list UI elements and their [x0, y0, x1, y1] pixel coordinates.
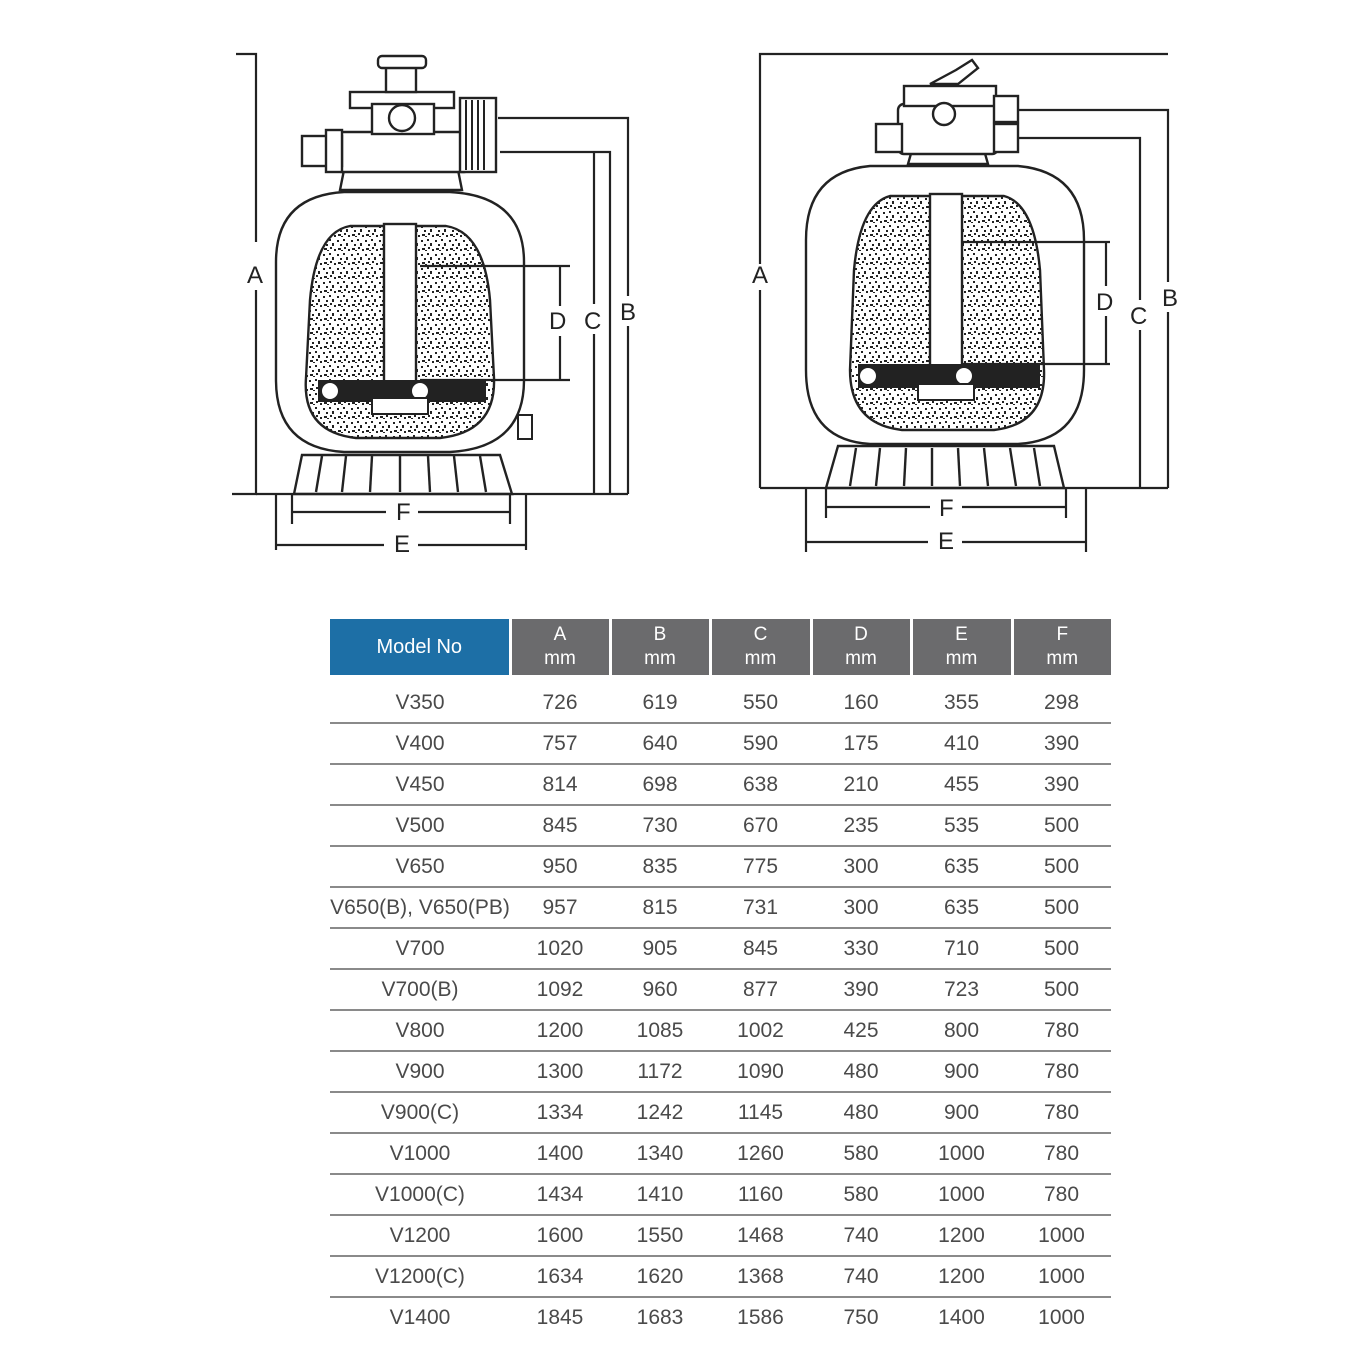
- value-cell: 731: [710, 887, 811, 928]
- right-label-b: B: [1162, 285, 1179, 312]
- value-cell: 1200: [510, 1010, 610, 1051]
- table-row: [330, 723, 1111, 764]
- value-cell: 390: [811, 969, 911, 1010]
- left-drain-plug: [518, 415, 532, 439]
- model-cell: V1200: [330, 1215, 510, 1256]
- value-cell: 780: [1012, 1174, 1111, 1215]
- value-cell: 1092: [510, 969, 610, 1010]
- table-row: [330, 928, 1111, 969]
- value-cell: 300: [811, 846, 911, 887]
- value-cell: 1634: [510, 1256, 610, 1297]
- value-cell: 1586: [737, 1305, 784, 1329]
- value-cell: 298: [1012, 675, 1111, 723]
- value-cell: 1000: [911, 1174, 1012, 1215]
- value-cell: 1002: [710, 1010, 811, 1051]
- value-cell: 1550: [610, 1215, 710, 1256]
- left-center-pipe: [384, 224, 416, 392]
- value-cell: 780: [1012, 1051, 1111, 1092]
- column-unit: mm: [644, 648, 676, 669]
- value-cell: 845: [510, 805, 610, 846]
- value-cell: 330: [811, 928, 911, 969]
- value-cell: 780: [1012, 1010, 1111, 1051]
- value-cell: 1172: [610, 1051, 710, 1092]
- left-tank-base: [294, 455, 512, 494]
- value-cell: 480: [811, 1092, 911, 1133]
- right-label-e: E: [938, 528, 955, 555]
- value-cell: 1400: [938, 1305, 985, 1329]
- model-cell: V1200(C): [330, 1256, 510, 1297]
- right-label-c: C: [1130, 303, 1148, 330]
- value-cell: 619: [610, 675, 710, 723]
- right-filter-diagram: [752, 54, 1178, 555]
- value-cell: 1400: [510, 1133, 610, 1174]
- right-base-ribs: [850, 448, 1040, 486]
- left-label-c: C: [584, 308, 602, 335]
- table-row: [330, 1092, 1111, 1133]
- column-header: [710, 619, 811, 675]
- column-header: [1012, 619, 1111, 675]
- column-unit: mm: [845, 648, 877, 669]
- value-cell: 1334: [510, 1092, 610, 1133]
- model-cell: V800: [330, 1010, 510, 1051]
- value-cell: 390: [1012, 764, 1111, 805]
- value-cell: 1300: [510, 1051, 610, 1092]
- value-cell: 175: [811, 723, 911, 764]
- column-letter: A: [553, 624, 567, 645]
- value-cell: 480: [811, 1051, 911, 1092]
- value-cell: 590: [710, 723, 811, 764]
- value-cell: 730: [610, 805, 710, 846]
- value-cell: 425: [811, 1010, 911, 1051]
- value-cell: 1434: [510, 1174, 610, 1215]
- table-row: [330, 1133, 1111, 1174]
- value-cell: 640: [610, 723, 710, 764]
- value-cell: 1020: [510, 928, 610, 969]
- value-cell: 455: [911, 764, 1012, 805]
- value-cell: 723: [911, 969, 1012, 1010]
- value-cell: 877: [710, 969, 811, 1010]
- model-no-header: Model No: [330, 619, 510, 675]
- left-base-ribs: [316, 456, 486, 492]
- table-row: [330, 1174, 1111, 1215]
- column-unit: mm: [1046, 648, 1079, 669]
- value-cell: 1000: [1038, 1305, 1085, 1329]
- value-cell: 835: [610, 846, 710, 887]
- value-cell: 845: [710, 928, 811, 969]
- model-cell: V700(B): [330, 969, 510, 1010]
- value-cell: 635: [911, 846, 1012, 887]
- column-letter: D: [854, 624, 868, 645]
- left-label-d: D: [549, 308, 567, 335]
- right-label-d: D: [1096, 289, 1114, 316]
- table-row: [330, 1215, 1111, 1256]
- filter-diagrams: [0, 0, 1356, 600]
- table-row: [330, 764, 1111, 805]
- table-row: [330, 1256, 1111, 1297]
- value-cell: 814: [510, 764, 610, 805]
- left-multiport-valve: [302, 56, 496, 190]
- value-cell: 950: [510, 846, 610, 887]
- value-cell: 500: [1012, 887, 1111, 928]
- column-letter: C: [753, 624, 768, 645]
- model-cell: V900: [330, 1051, 510, 1092]
- value-cell: 500: [1012, 805, 1111, 846]
- model-cell: V400: [330, 723, 510, 764]
- value-cell: 740: [811, 1215, 911, 1256]
- value-cell: 757: [510, 723, 610, 764]
- model-cell: V650(B), V650(PB): [330, 887, 510, 928]
- column-header: [911, 619, 1012, 675]
- model-cell: V350: [330, 675, 510, 723]
- model-cell: V450: [330, 764, 510, 805]
- left-filter-diagram: [232, 54, 636, 558]
- value-cell: 1000: [911, 1133, 1012, 1174]
- table-row: [330, 1051, 1111, 1092]
- value-cell: 740: [811, 1256, 911, 1297]
- value-cell: 500: [1012, 969, 1111, 1010]
- value-cell: 300: [811, 887, 911, 928]
- value-cell: 1340: [610, 1133, 710, 1174]
- value-cell: 1145: [710, 1092, 811, 1133]
- value-cell: 900: [911, 1092, 1012, 1133]
- right-label-f: F: [939, 495, 954, 522]
- model-cell: V650: [330, 846, 510, 887]
- value-cell: 410: [911, 723, 1012, 764]
- model-cell: V1000(C): [330, 1174, 510, 1215]
- right-tank-base: [826, 446, 1064, 488]
- value-cell: 500: [1012, 928, 1111, 969]
- column-letter: E: [955, 624, 968, 645]
- value-cell: 1260: [710, 1133, 811, 1174]
- dimension-table: [330, 619, 1111, 1337]
- column-letter: F: [1056, 624, 1069, 645]
- column-header: [811, 619, 911, 675]
- value-cell: 580: [811, 1174, 911, 1215]
- table-row: [330, 846, 1111, 887]
- value-cell: 1085: [610, 1010, 710, 1051]
- value-cell: 500: [1012, 846, 1111, 887]
- column-header: [510, 619, 610, 675]
- value-cell: 800: [911, 1010, 1012, 1051]
- value-cell: 210: [811, 764, 911, 805]
- table-row: [330, 1297, 1111, 1337]
- value-cell: 1000: [1012, 1215, 1111, 1256]
- value-cell: 780: [1012, 1092, 1111, 1133]
- value-cell: 1368: [710, 1256, 811, 1297]
- table-row: [330, 969, 1111, 1010]
- value-cell: 1683: [636, 1305, 684, 1329]
- left-label-e: E: [394, 531, 411, 558]
- column-unit: mm: [744, 648, 777, 669]
- value-cell: 160: [811, 675, 911, 723]
- value-cell: 1200: [911, 1256, 1012, 1297]
- model-cell: V1000: [330, 1133, 510, 1174]
- value-cell: 635: [911, 887, 1012, 928]
- value-cell: 1410: [610, 1174, 710, 1215]
- value-cell: 780: [1012, 1133, 1111, 1174]
- left-label-f: F: [396, 499, 411, 526]
- value-cell: 698: [610, 764, 710, 805]
- value-cell: 1090: [710, 1051, 811, 1092]
- value-cell: 550: [710, 675, 811, 723]
- column-header: [610, 619, 710, 675]
- value-cell: 1160: [710, 1174, 811, 1215]
- value-cell: 815: [610, 887, 710, 928]
- value-cell: 535: [911, 805, 1012, 846]
- value-cell: 1600: [510, 1215, 610, 1256]
- left-label-b: B: [620, 299, 637, 326]
- value-cell: 1000: [1012, 1256, 1111, 1297]
- value-cell: 580: [811, 1133, 911, 1174]
- table-row: [330, 805, 1111, 846]
- value-cell: 900: [911, 1051, 1012, 1092]
- right-label-a: A: [752, 262, 769, 289]
- right-multiport-valve: [876, 60, 1018, 164]
- value-cell: 390: [1012, 723, 1111, 764]
- column-letter: B: [653, 624, 667, 645]
- value-cell: 670: [710, 805, 811, 846]
- value-cell: 235: [811, 805, 911, 846]
- table-row: [330, 675, 1111, 723]
- value-cell: 1845: [536, 1305, 584, 1329]
- value-cell: 957: [510, 887, 610, 928]
- table-body: [330, 675, 1111, 1337]
- right-center-pipe: [930, 194, 962, 366]
- value-cell: 638: [710, 764, 811, 805]
- value-cell: 905: [610, 928, 710, 969]
- column-unit: mm: [544, 648, 576, 669]
- model-cell: V700: [330, 928, 510, 969]
- value-cell: 1468: [710, 1215, 811, 1256]
- left-label-a: A: [247, 262, 264, 289]
- table-header-row: [330, 619, 1111, 675]
- table-row: [330, 887, 1111, 928]
- value-cell: 726: [510, 675, 610, 723]
- column-unit: mm: [945, 648, 978, 669]
- model-cell: V1400: [389, 1305, 451, 1329]
- value-cell: 710: [911, 928, 1012, 969]
- value-cell: 1620: [610, 1256, 710, 1297]
- table-row: [330, 1010, 1111, 1051]
- value-cell: 1242: [610, 1092, 710, 1133]
- value-cell: 1200: [911, 1215, 1012, 1256]
- value-cell: 775: [710, 846, 811, 887]
- model-cell: V900(C): [330, 1092, 510, 1133]
- value-cell: 750: [843, 1305, 879, 1329]
- value-cell: 960: [610, 969, 710, 1010]
- model-cell: V500: [330, 805, 510, 846]
- value-cell: 355: [911, 675, 1012, 723]
